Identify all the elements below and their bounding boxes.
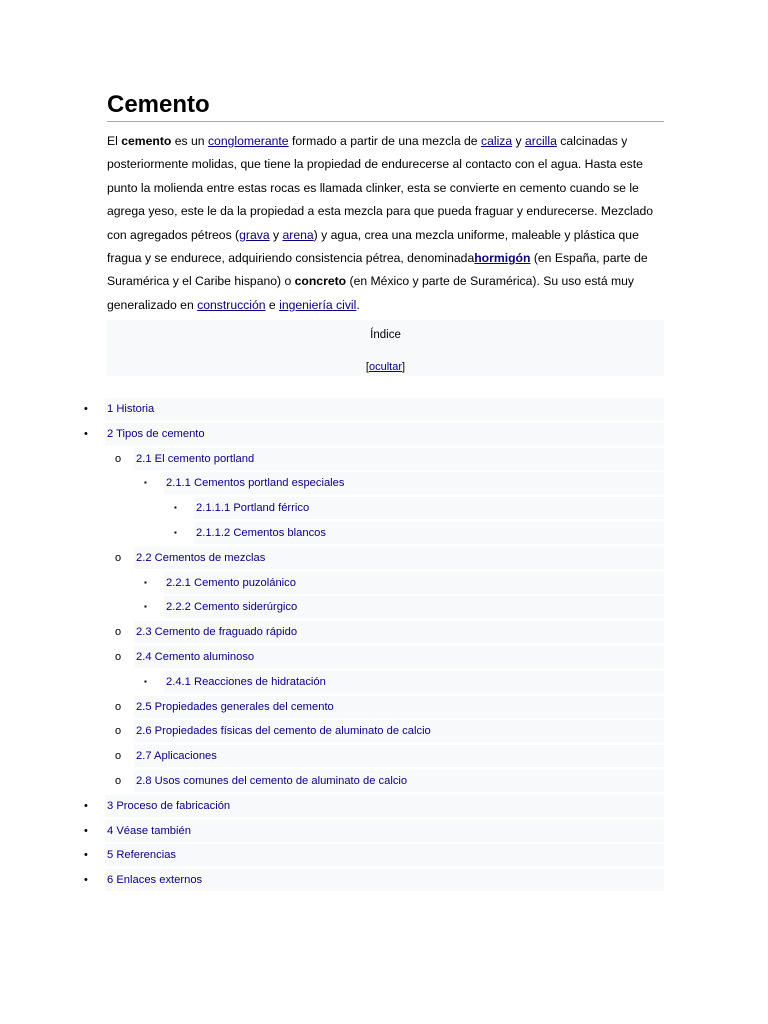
toc-link[interactable]: 2.6 Propiedades físicas del cemento de aluminato de calcio xyxy=(136,725,431,738)
intro-text: El xyxy=(107,134,122,148)
toc-bullet: ▪ xyxy=(144,676,147,686)
toc-item xyxy=(105,795,664,817)
intro-text: . xyxy=(356,297,360,312)
intro-paragraph xyxy=(107,130,664,317)
intro-text: calcinadas y posteriormente molidas, que tiene la propiedad de endurecerse al contacto con el agua. Hasta este punto la molienda entre estas rocas es llamada clinker, esta se convierte en cemento cuando se le agrega yeso, este le da la propiedad a esta mezcla para que pueda fraguar y endurecerse. Mezclado con agregados pétreos ( xyxy=(107,134,654,242)
toc-link[interactable]: 5 Referencias xyxy=(107,849,177,862)
intro-text: y xyxy=(269,227,283,242)
toc-bullet: • xyxy=(84,874,88,887)
intro-link[interactable]: caliza xyxy=(480,134,513,148)
toc-link[interactable]: 2.5 Propiedades generales del cemento xyxy=(136,700,334,713)
article xyxy=(107,90,664,376)
toc-bullet: o xyxy=(115,750,122,763)
toc-bullet: o xyxy=(115,551,122,564)
toc-item xyxy=(134,745,664,767)
toc-bullet: ▪ xyxy=(144,577,147,587)
intro-bold-term: concreto xyxy=(294,274,347,289)
toc-link[interactable]: 2.3 Cemento de fraguado rápido xyxy=(136,626,298,639)
toc-link[interactable]: 6 Enlaces externos xyxy=(107,874,203,887)
intro-link[interactable]: construcción xyxy=(197,297,266,312)
toc-bullet: ▪ xyxy=(174,503,177,513)
toc-item xyxy=(134,770,664,792)
toc-bullet: o xyxy=(115,626,122,639)
toc-link[interactable]: 2.1.1 Cementos portland especiales xyxy=(166,477,345,490)
toc-item xyxy=(194,497,664,519)
intro-bold-term: cemento xyxy=(121,134,172,148)
toc-item xyxy=(105,869,664,891)
toc-item xyxy=(105,844,664,866)
toc-toggle-open: [ xyxy=(365,361,369,374)
toc-item xyxy=(105,398,664,420)
intro-text: (en México y parte de Suramérica). Su uso está muy generalizado en xyxy=(107,274,635,312)
toc-bullet: o xyxy=(115,452,122,465)
toc-link[interactable]: 2.2.1 Cemento puzolánico xyxy=(166,576,296,589)
toc-link[interactable]: 2.1 El cemento portland xyxy=(136,452,255,465)
toc-link[interactable]: 2.2 Cementos de mezclas xyxy=(136,551,266,564)
intro-text: es un xyxy=(171,134,208,148)
toc-link[interactable]: 2 Tipos de cemento xyxy=(107,427,205,440)
toc-title: Índice xyxy=(370,329,401,342)
toc-item xyxy=(134,547,664,569)
toc-bullet: • xyxy=(84,403,88,415)
toc-bullet: • xyxy=(84,427,88,440)
intro-link[interactable]: arcilla xyxy=(525,134,557,148)
toc-link[interactable]: 2.2.2 Cemento siderúrgico xyxy=(166,601,298,614)
toc-toggle xyxy=(107,361,664,373)
toc-link[interactable]: 2.4 Cemento aluminoso xyxy=(136,651,255,663)
toc-item xyxy=(164,572,664,594)
intro-text: (en España, parte de Suramérica y el Caribe hispano) o xyxy=(107,251,648,289)
toc-header xyxy=(107,320,664,376)
toc-link[interactable]: 2.1.1.2 Cementos blancos xyxy=(196,527,326,539)
intro-link[interactable]: arena xyxy=(282,227,314,242)
toc-bullet: • xyxy=(84,849,88,862)
intro-text: y xyxy=(512,134,526,148)
toc-item xyxy=(134,696,664,718)
toc-link[interactable]: 4 Véase también xyxy=(107,824,191,837)
toc-item xyxy=(134,646,664,668)
toc-bullet: • xyxy=(84,799,88,812)
toc-link[interactable]: 3 Proceso de fabricación xyxy=(107,799,231,812)
intro-link[interactable]: conglomerante xyxy=(207,134,289,148)
toc-bullet: • xyxy=(84,824,88,837)
toc-bullet: o xyxy=(115,725,122,738)
toc-item xyxy=(164,596,664,618)
toc-bullet: ▪ xyxy=(174,528,177,537)
toc-bullet: o xyxy=(115,700,122,713)
toc-bullet: o xyxy=(115,775,122,787)
toc-item xyxy=(194,522,664,544)
toc-link[interactable]: 2.1.1.1 Portland férrico xyxy=(196,502,310,515)
toc-link[interactable]: 2.8 Usos comunes del cemento de aluminato de calcio xyxy=(136,775,408,787)
toc-item xyxy=(134,448,664,470)
toc-hide-link[interactable]: ocultar xyxy=(368,361,403,374)
toc-toggle-close: ] xyxy=(402,361,406,374)
intro-text: e xyxy=(265,297,280,312)
toc-bullet: ▪ xyxy=(144,478,147,488)
toc-item xyxy=(164,472,664,494)
intro-text: formado a partir de una mezcla de xyxy=(288,134,481,148)
intro-text: ) y agua, crea una mezcla uniforme, maleable y plástica que fragua y se endurece, adquiriendo consistencia pétrea, denominada xyxy=(107,227,639,266)
toc-link[interactable]: 2.4.1 Reacciones de hidratación xyxy=(166,675,326,688)
intro-link[interactable]: grava xyxy=(239,227,270,242)
toc-bullet: o xyxy=(115,651,122,663)
toc-item xyxy=(134,621,664,643)
intro-link[interactable]: ingeniería civil xyxy=(279,297,357,312)
intro-link[interactable]: hormigón xyxy=(474,251,531,266)
toc-item xyxy=(164,671,664,693)
toc-item xyxy=(134,720,664,742)
toc-bullet: ▪ xyxy=(144,602,147,612)
page-title: Cemento xyxy=(107,90,664,122)
toc-link[interactable]: 2.7 Aplicaciones xyxy=(136,750,217,763)
toc-item xyxy=(105,820,664,842)
toc-link[interactable]: 1 Historia xyxy=(107,403,155,415)
toc-item xyxy=(105,423,664,445)
